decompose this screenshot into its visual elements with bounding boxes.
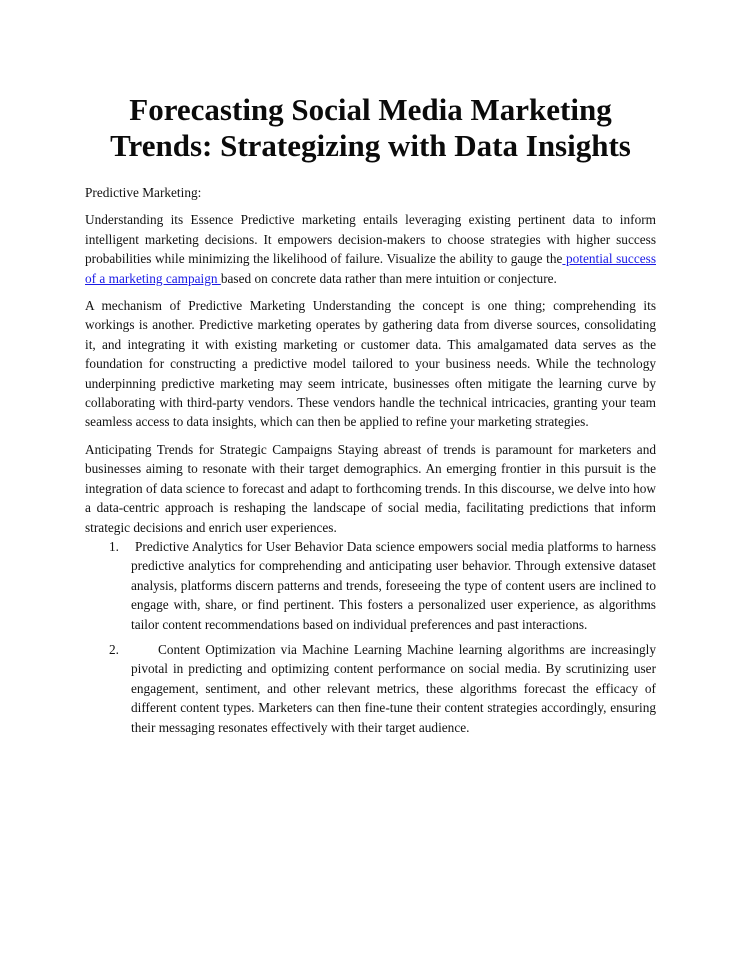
title-line-2: Trends: Strategizing with Data Insights xyxy=(110,128,631,163)
paragraph-essence-text-b: based on concrete data rather than mere intuition or conjecture. xyxy=(220,270,557,286)
list-item-number: 2. xyxy=(109,641,119,657)
paragraph-essence xyxy=(85,210,656,288)
title-line-1: Forecasting Social Media Marketing xyxy=(129,92,612,127)
numbered-list xyxy=(85,537,656,737)
paragraph-essence-text-a: Understanding its Essence Predictive marketing entails leveraging existing pertinent data to inform intelligent marketing decisions. It empowers decision-makers to choose strategies with higher success probabilities while minimizing the likelihood of failure. Visualize the ability to gauge the xyxy=(85,212,656,267)
list-item xyxy=(85,537,656,634)
campaign-success-link[interactable]: potential success of a marketing campaign xyxy=(85,251,656,286)
list-item-text: Content Optimization via Machine Learning Machine learning algorithms are increasingly pivotal in predicting and optimizing content performance on social media. By scrutinizing user engagement, sentiment, and other relevant metrics, these algorithms forecast the efficacy of different content types. Marketers can then fine-tune their content strategies accordingly, ensuring their messaging resonates effectively with their target audience. xyxy=(131,641,656,735)
list-item-text: Predictive Analytics for User Behavior Data science empowers social media platforms to harness predictive analytics for comprehending and anticipating user behavior. Through extensive dataset analysis, platforms discern patterns and trends, foreseeing the type of content users are inclined to engage with, share, or find pertinent. This fosters a personalized user experience, as algorithms tailor content recommendations based on individual preferences and past interactions. xyxy=(131,538,656,632)
list-item xyxy=(85,640,656,737)
paragraph-trends: Anticipating Trends for Strategic Campaigns Staying abreast of trends is paramount for marketers and businesses aiming to resonate with their target demographics. An emerging frontier in this pursuit is the integration of data science to forecast and adapt to forthcoming trends. In this discourse, we delve into how a data-centric approach is reshaping the landscape of social media, facilitating predictions that inform strategic decisions and enrich user experiences. xyxy=(85,441,656,535)
list-item-number: 1. xyxy=(109,538,119,554)
document-title xyxy=(85,92,656,164)
paragraph-mechanism: A mechanism of Predictive Marketing Understanding the concept is one thing; comprehending its workings is another. Predictive marketing operates by gathering data from diverse sources, consolidating it, and integrating it with existing marketing or customer data. This amalgamated data serves as the foundation for constructing a predictive model tailored to your business needs. While the technology underpinning predictive marketing may seem intricate, businesses often mitigate the learning curve by collaborating with third-party vendors. These vendors handle the technical intricacies, granting your team seamless access to data insights, which can then be applied to refine your marketing strategies. xyxy=(85,298,656,430)
section-subheading: Predictive Marketing: xyxy=(85,185,202,200)
